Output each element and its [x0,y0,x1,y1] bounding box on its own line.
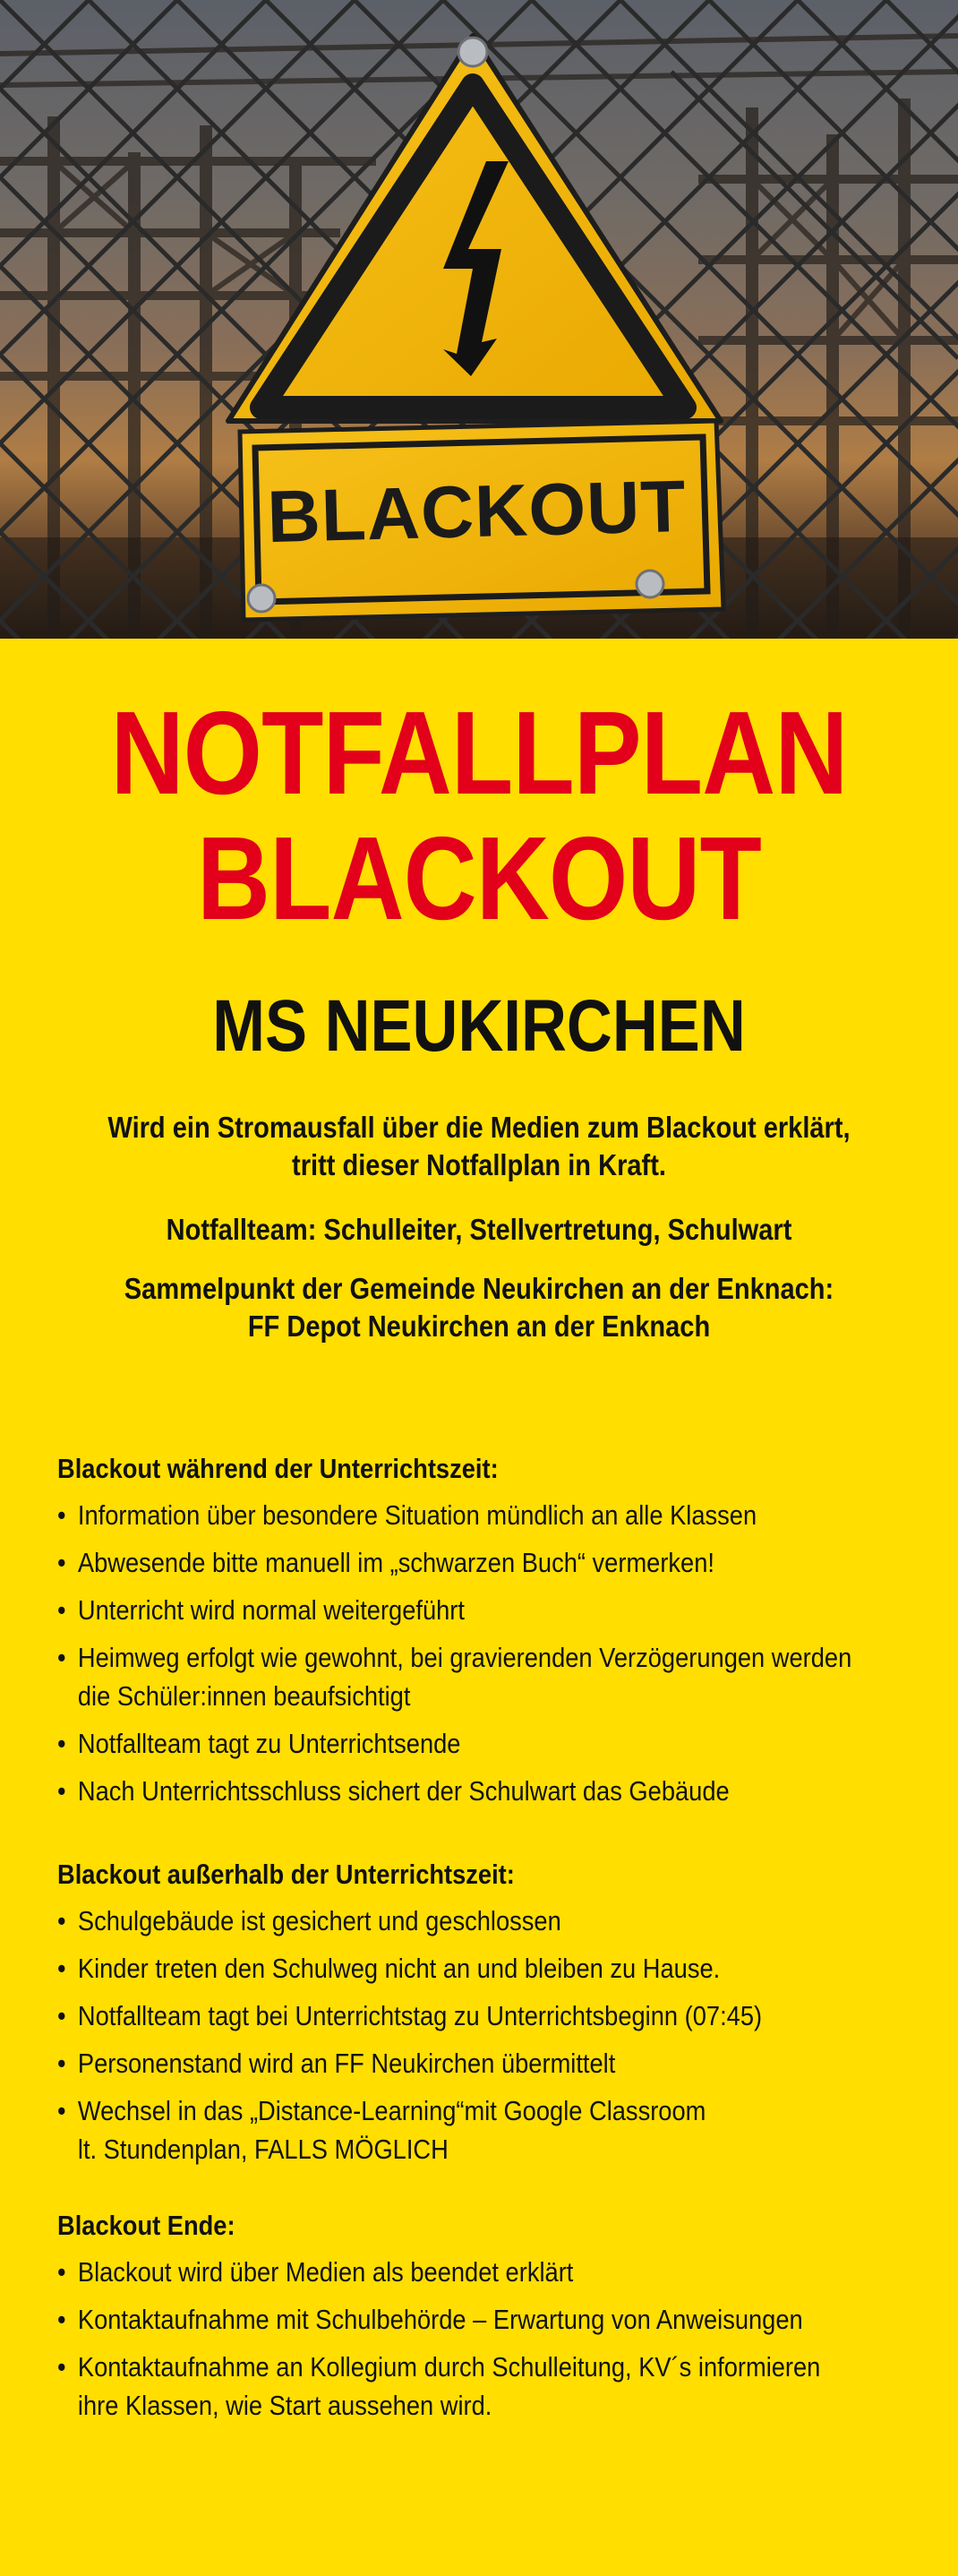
bullet-list [57,2253,893,2425]
intro-activation [57,1109,901,1184]
bullet-icon: • [57,1728,66,1759]
intro-assembly-point [57,1270,901,1345]
bullet-list [57,1902,893,2168]
section-heading: Blackout außerhalb der Unterrichtszeit: [57,1859,515,1890]
bullet-icon: • [57,1775,66,1807]
bullet-icon: • [57,1594,66,1626]
intro-emergency-team: Notfallteam: Schulleiter, Stellvertretung, Schulwart [166,1213,792,1246]
list-item [57,1638,893,1715]
list-item-text: Kontaktaufnahme mit Schulbehörde – Erwartung von Anweisungen [77,2304,803,2335]
list-item-text: Wechsel in das „Distance-Learning“mit Google Classroom [77,2095,706,2126]
bullet-icon: • [57,2000,66,2031]
list-item [57,1772,893,1810]
list-item-text: lt. Stundenplan, FALLS MÖGLICH [77,2134,449,2165]
list-item-text: Notfallteam tagt zu Unterrichtsende [77,1728,461,1759]
intro-activation-line-1: Wird ein Stromausfall über die Medien zum Blackout erklärt, [107,1111,851,1144]
bullet-icon: • [57,1499,66,1531]
bullet-icon: • [57,1953,66,1984]
list-item [57,2091,893,2168]
list-item-text: Nach Unterrichtsschluss sichert der Schulwart das Gebäude [77,1775,730,1807]
section-heading: Blackout während der Unterrichtszeit: [57,1453,499,1484]
sign-label: BLACKOUT [266,465,688,559]
school-name: MS NEUKIRCHEN [212,985,746,1067]
list-item [57,1496,893,1534]
bullet-list [57,1496,893,1810]
bullet-icon: • [57,2304,66,2335]
intro-assembly-line-1: Sammelpunkt der Gemeinde Neukirchen an der Enknach: [124,1272,834,1305]
list-item-text: Abwesende bitte manuell im „schwarzen Buch“ vermerken! [77,1547,714,1578]
header-photo [0,0,958,639]
bullet-icon: • [57,2256,66,2288]
bullet-icon: • [57,2048,66,2079]
list-item [57,1996,893,2035]
main-title-line-2: BLACKOUT [196,812,762,944]
list-item-text: Blackout wird über Medien als beendet erklärt [77,2256,574,2288]
list-item [57,2300,893,2339]
list-item [57,2253,893,2291]
list-item-text: Kinder treten den Schulweg nicht an und bleiben zu Hause. [77,1953,721,1984]
list-item [57,1591,893,1629]
list-item-text: Information über besondere Situation mündlich an alle Klassen [77,1499,757,1531]
list-item-text: ihre Klassen, wie Start aussehen wird. [77,2390,492,2421]
list-item-text: Notfallteam tagt bei Unterrichtstag zu Unterrichtsbeginn (07:45) [77,2000,763,2031]
section-during-school [57,1451,893,1819]
list-item [57,1902,893,1940]
bullet-icon: • [57,1642,66,1673]
list-item [57,1543,893,1582]
section-heading: Blackout Ende: [57,2210,235,2241]
list-item-text: Personenstand wird an FF Neukirchen übermittelt [77,2048,616,2079]
list-item-text: Unterricht wird normal weitergeführt [77,1594,465,1626]
bullet-icon: • [57,2351,66,2383]
list-item-text: die Schüler:innen beaufsichtigt [77,1680,411,1712]
main-title-line-1: NOTFALLPLAN [110,687,848,819]
list-item-text: Heimweg erfolgt wie gewohnt, bei gravierenden Verzögerungen werden [77,1642,852,1673]
intro-assembly-line-2: FF Depot Neukirchen an der Enknach [247,1309,711,1343]
section-blackout-end [57,2208,893,2434]
list-item [57,1949,893,1988]
section-outside-school [57,1857,893,2177]
list-item-text: Schulgebäude ist gesichert und geschlossen [77,1905,561,1936]
list-item [57,2044,893,2082]
list-item [57,1724,893,1763]
intro-activation-line-2: tritt dieser Notfallplan in Kraft. [292,1148,666,1181]
list-item [57,2348,893,2425]
list-item-text: Kontaktaufnahme an Kollegium durch Schulleitung, KV´s informieren [77,2351,821,2383]
bullet-icon: • [57,2095,66,2126]
bullet-icon: • [57,1547,66,1578]
bullet-icon: • [57,1905,66,1936]
